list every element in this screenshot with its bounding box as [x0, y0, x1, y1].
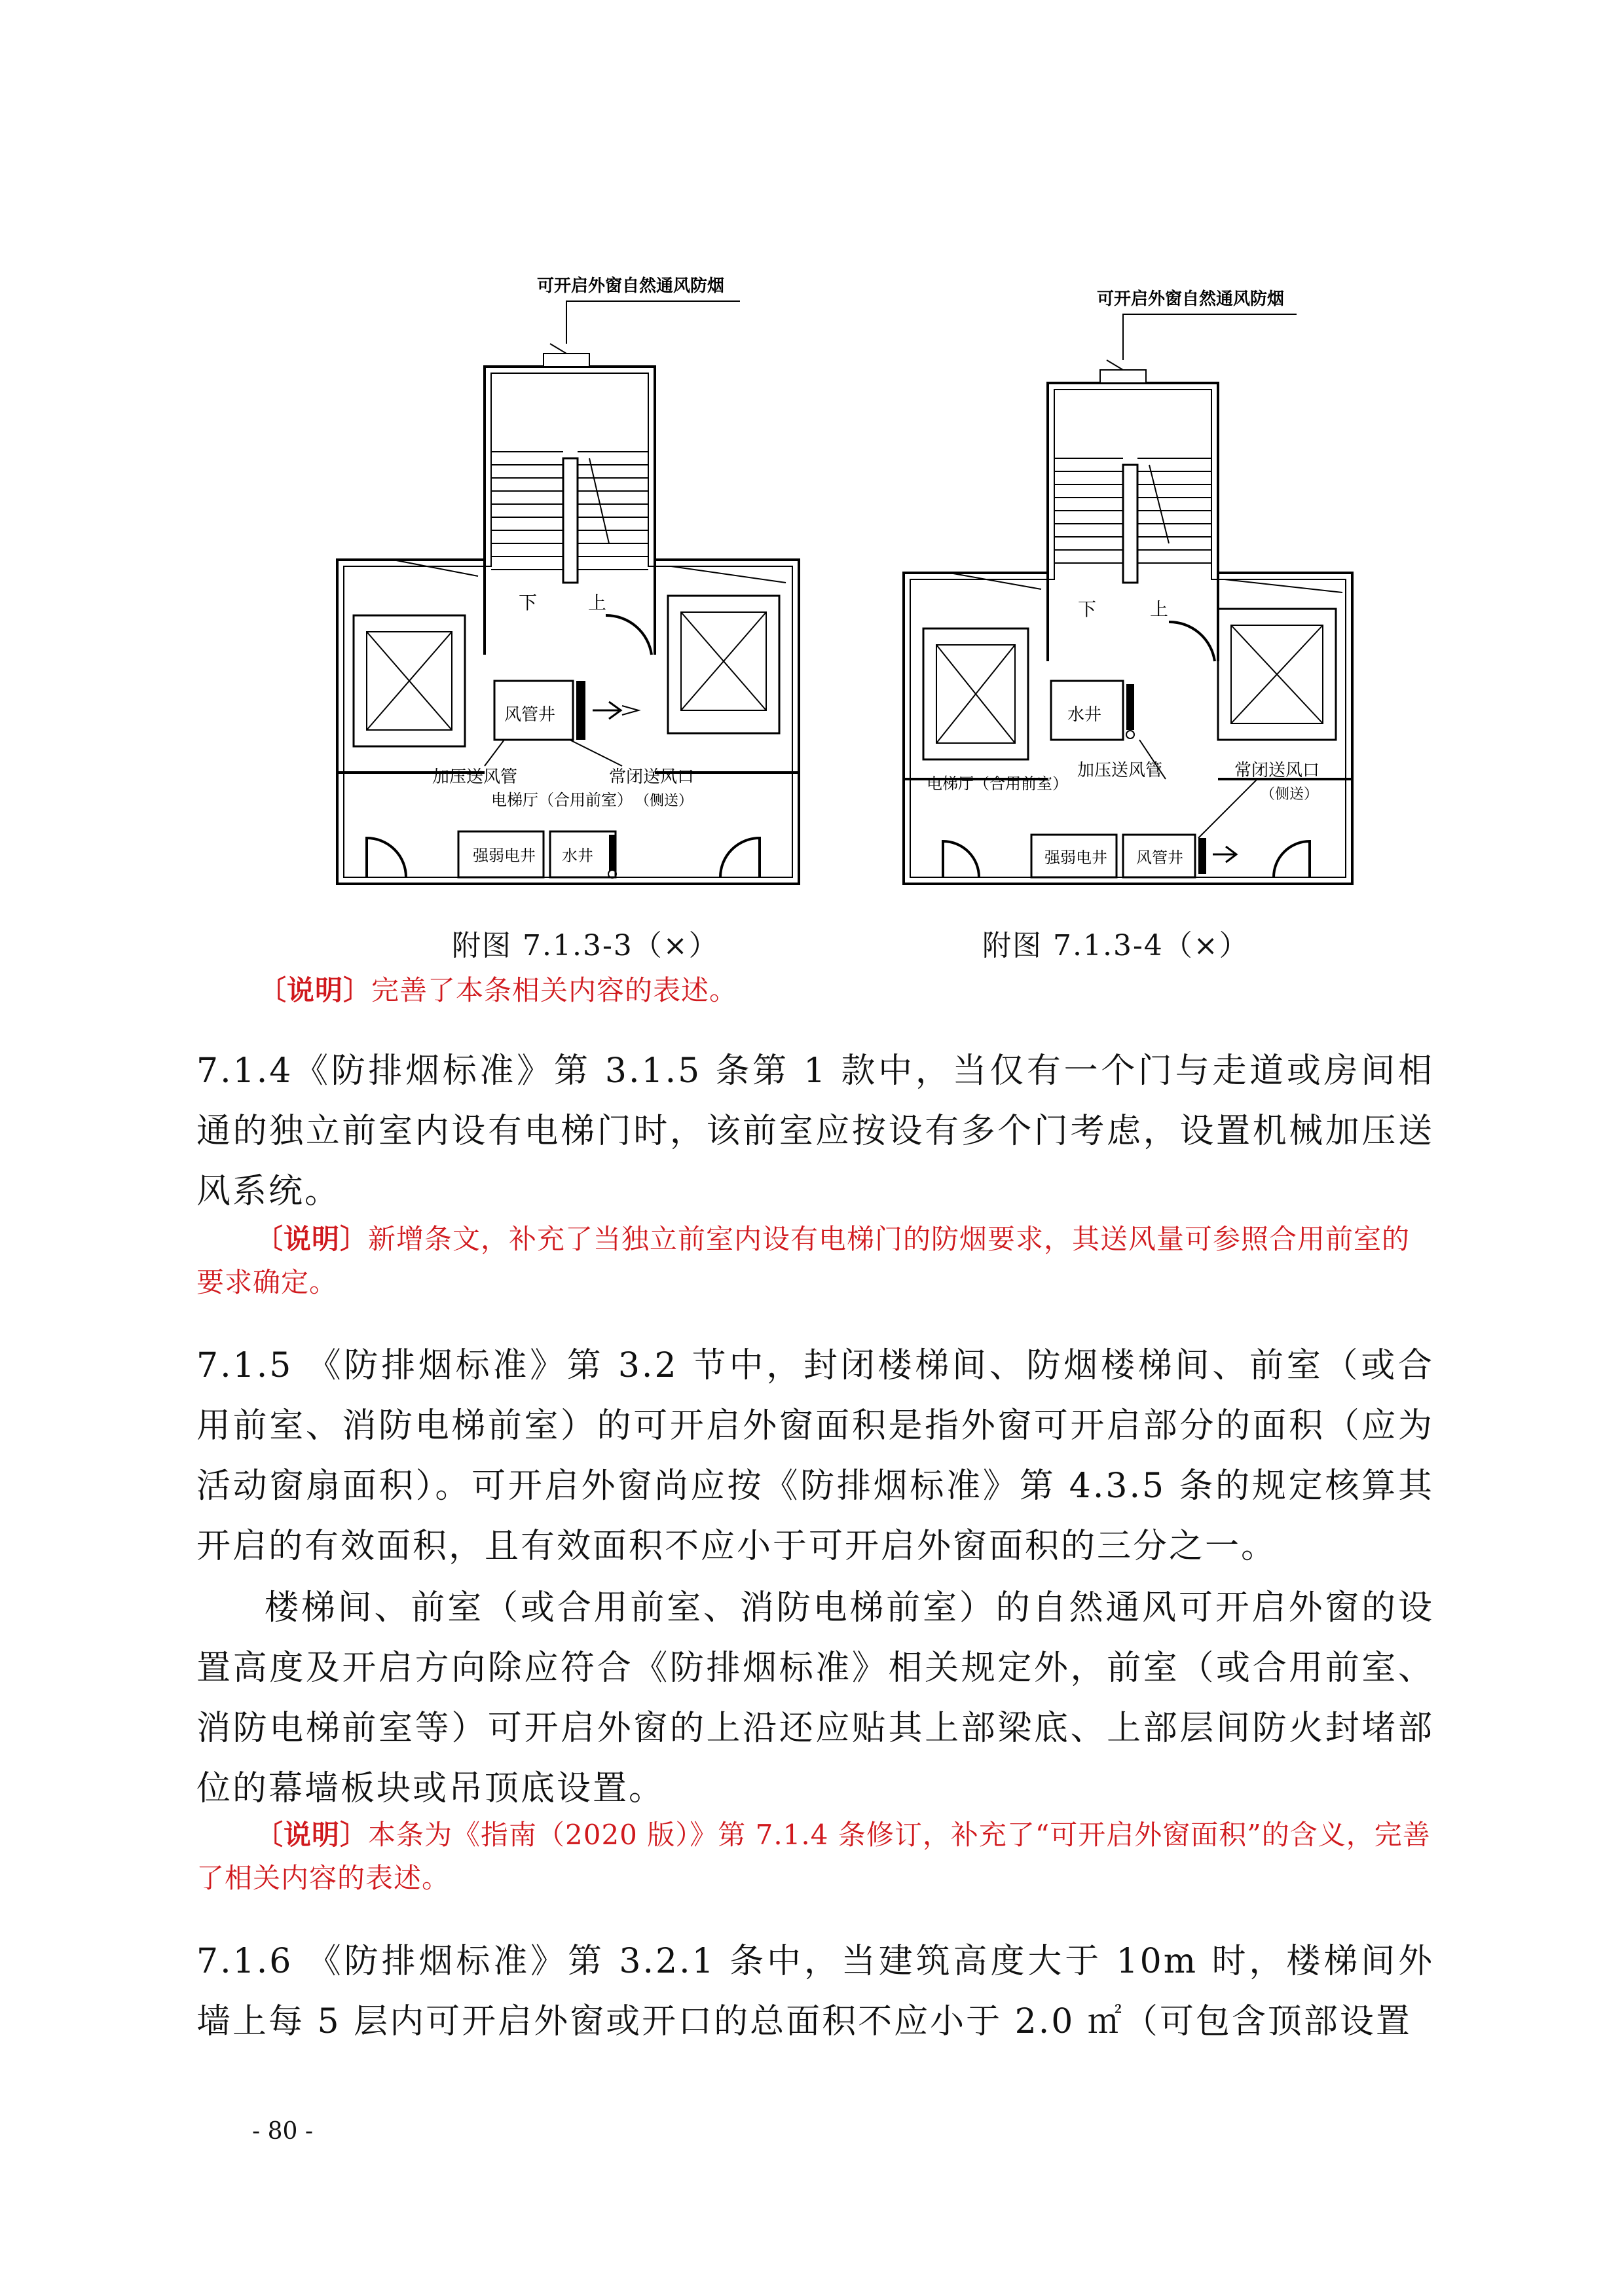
water-shaft-label: 水井	[1067, 705, 1102, 725]
up-label: 上	[1150, 598, 1169, 620]
note-3	[196, 1813, 1434, 1900]
note-label: 〔说明〕	[259, 974, 372, 1006]
down-label: 下	[519, 592, 538, 613]
water-shaft-label: 水井	[562, 847, 593, 865]
duct-label: 加压送风管	[1077, 761, 1163, 780]
section-7-1-5: 7.1.5 《防排烟标准》第 3.2 节中，封闭楼梯间、防烟楼梯间、前室（或合用前室、消防电梯前室）的可开启外窗面积是指外窗可开启部分的面积（应为活动窗扇面积）。可开启外窗尚应按《防排烟标准》第 4.3.5 条的规定核算其开启的有效面积，且有效面积不应小于可开启外窗面积的三分之一。	[196, 1346, 1434, 1566]
top-label: 可开启外窗自然通风防烟	[1097, 289, 1285, 309]
lobby-label: 电梯厅（合用前室）	[491, 791, 633, 809]
note-1	[259, 969, 1496, 1012]
note-label: 〔说明〕	[255, 1819, 369, 1851]
damper-label: 常闭送风口	[609, 767, 695, 787]
note-text: 本条为《指南（2020 版）》第 7.1.4 条修订，补充了“可开启外窗面积”的含义，完善了相关内容的表述。	[196, 1819, 1431, 1894]
figure-right-caption: 附图 7.1.3-4（×）	[982, 929, 1249, 962]
top-label: 可开启外窗自然通风防烟	[537, 276, 725, 296]
page-number: - 80 -	[252, 2118, 314, 2145]
note-text: 完善了本条相关内容的表述。	[371, 974, 738, 1006]
section-7-1-5-para-2: 楼梯间、前室（或合用前室、消防电梯前室）的自然通风可开启外窗的设置高度及开启方向除应符合《防排烟标准》相关规定外，前室（或合用前室、消防电梯前室等）可开启外窗的上沿还应贴其上部梁底、上部层间防火封堵部位的幕墙板块或吊顶底设置。	[196, 1588, 1434, 1808]
elec-shaft-label: 强弱电井	[1044, 848, 1107, 867]
figure-left	[327, 262, 825, 903]
note-2	[196, 1218, 1434, 1304]
damper-sub-label: （侧送）	[1261, 786, 1319, 803]
up-label: 上	[588, 592, 607, 613]
lobby-label: 电梯厅（合用前室）	[927, 774, 1068, 793]
damper-sub-label: （侧送）	[635, 793, 693, 809]
damper-label: 常闭送风口	[1234, 761, 1320, 780]
note-text: 新增条文，补充了当独立前室内设有电梯门的防烟要求，其送风量可参照合用前室的要求确定。	[196, 1223, 1411, 1298]
shaft-label: 风管井	[1136, 848, 1183, 867]
section-7-1-4: 7.1.4《防排烟标准》第 3.1.5 条第 1 款中，当仅有一个门与走道或房间相通的独立前室内设有电梯门时，该前室应按设有多个门考虑，设置机械加压送风系统。	[196, 1051, 1434, 1211]
down-label: 下	[1078, 598, 1097, 620]
figure-right	[891, 262, 1388, 903]
note-label: 〔说明〕	[255, 1223, 369, 1255]
figure-left-caption: 附图 7.1.3-3（×）	[452, 929, 719, 962]
section-7-1-6: 7.1.6 《防排烟标准》第 3.2.1 条中，当建筑高度大于 10m 时，楼梯间外墙上每 5 层内可开启外窗或开口的总面积不应小于 2.0 ㎡（可包含顶部设置	[196, 1942, 1434, 2041]
elec-shaft-label: 强弱电井	[473, 847, 536, 865]
floor-plan-right	[891, 262, 1388, 903]
shaft-label: 风管井	[504, 705, 556, 725]
floor-plan-left	[327, 262, 825, 903]
duct-label: 加压送风管	[432, 767, 518, 787]
